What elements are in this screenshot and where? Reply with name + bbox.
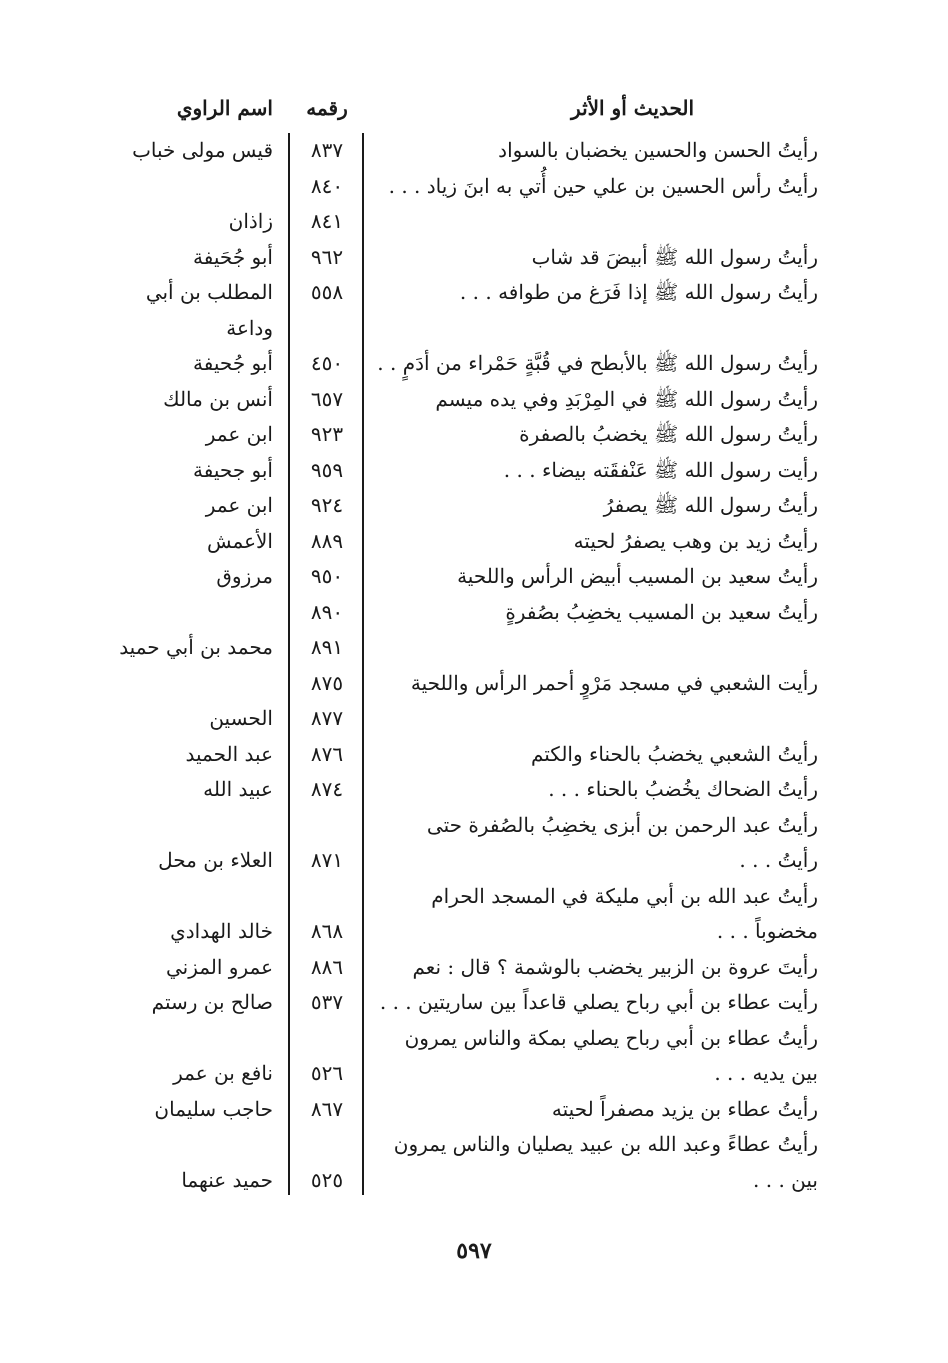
number-cell: ٥٢٥ [310,1167,344,1192]
number-cell: ٤٥٠ [310,351,344,375]
number-cell: ٨٧٥ [310,670,344,695]
narrator-cell: المطلب بن أبي [145,280,273,304]
number-cell: ٨٧١ [310,848,344,872]
number-cell: ٨٧٧ [310,706,344,730]
hadith-cell: رأيتُ رأس الحسين بن علي حين أُتي به ابنَ زياد . . . [388,173,818,198]
hadith-cell: رأيتُ عطاء بن أبي رباح يصلي بمكة والناس يمرون [404,1025,818,1050]
hadith-cell: رأيتُ رسول الله ﷺ أبيضَ قد شاب [531,244,818,269]
narrator-cell: أبو جحيفة [193,457,273,482]
number-cell [301,1127,353,1162]
narrator-cell: عمرو المزني [165,954,273,979]
number-cell: ٨٩٠ [310,599,344,624]
column-divider-right [362,133,364,1195]
number-cell [301,879,353,914]
number-cell: ٨٧٦ [310,741,344,766]
hadith-cell: رأيت عطاء بن أبي رباح يصلي قاعداً بين ساريتين . . . [379,990,818,1014]
number-cell: ٩٢٤ [310,493,344,517]
header-hadith: الحديث أو الأثر [571,96,694,120]
hadith-cell: رأيت رسول الله ﷺ عَنْفقَته بيضاء . . . [503,457,818,482]
hadith-cell: رأيتُ الحسن والحسين يخضبان بالسواد [498,138,818,162]
number-cell: ٩٥٩ [310,457,344,482]
hadith-cell: رأيتُ رسول الله ﷺ إذا فَرَغ من طوافه . . . [459,280,818,304]
number-cell: ٩٥٠ [310,564,344,588]
hadith-cell: رأيتُ سعيد بن المسيب أبيض الرأس واللحية [457,564,818,588]
narrator-cell: حميد عنهما [181,1167,273,1192]
narrator-cell: قيس مولى خباب [132,138,273,162]
narrator-cell: نافع بن عمر [173,1061,273,1085]
narrator-cell: أبو جُحَيفة [193,244,273,269]
narrator-cell: محمد بن أبي حميد [119,635,273,659]
hadith-cell: رأيتُ عبد الله بن أبي مليكة في المسجد الحرام [431,883,818,908]
hadith-cell: رأيتَ عروة بن الزبير يخضب بالوشمة ؟ قال : نعم [412,954,818,979]
number-cell: ٥٥٨ [310,280,344,304]
narrator-cell: صالح بن رستم [151,990,273,1014]
number-cell: ٨٦٨ [310,919,344,943]
hadith-cell: بين . . . [753,1167,818,1192]
number-cell: ٩٦٢ [310,244,344,269]
number-cell: ٦٥٧ [310,386,344,411]
narrator-cell: عبيد الله [203,777,273,801]
number-cell [301,1021,353,1056]
hadith-cell: رأيتُ الشعبي يخضبُ بالحناء والكتم [530,741,818,766]
number-cell: ٨٧٤ [310,777,344,801]
hadith-cell: رأيتُ رسول الله ﷺ في المِرْبَدِ وفي يده ميسم [435,386,818,411]
hadith-cell: رأيتُ رسول الله ﷺ يخضبُ بالصفرة [519,422,818,446]
narrator-cell: ابن عمر [205,493,273,517]
hadith-cell: رأيتُ رسول الله ﷺ بالأبطح في قُبَّةٍ حَمْراء من أدَمٍ . . [377,351,818,375]
narrator-cell: وداعة [226,315,273,340]
narrator-cell: العلاء بن محل [158,848,273,872]
hadith-cell: رأيتُ الضحاك يخُضبُ بالحناء . . . [548,777,818,801]
hadith-cell: رأيتُ عطاءً وعبد الله بن عبيد يصليان والناس يمرون [393,1132,818,1156]
narrator-cell: الحسين [209,706,273,730]
narrator-cell: زاذان [228,209,273,233]
hadith-cell: بين يديه . . . [714,1061,818,1085]
number-cell: ٨٣٧ [310,138,344,162]
number-cell: ٨٨٦ [310,954,344,979]
header-narrator: اسم الراوي [176,96,273,120]
hadith-cell: مخضوباً . . . [716,919,818,943]
narrator-cell: خالد الهدادي [170,919,273,943]
hadith-cell: رأيتُ زيد بن وهب يصفرُ لحيته [573,528,818,553]
hadith-cell: رأيتُ . . . [739,848,818,872]
number-cell: ٨٩١ [310,635,344,659]
narrator-cell: أبو جُحيفة [193,351,273,375]
hadith-cell: رأيتُ سعيد بن المسيب يخضِبُ بصُفرةٍ [505,599,818,624]
narrator-cell: مرزوق [216,564,273,588]
narrator-cell: الأعمش [207,528,273,553]
number-cell [301,311,353,346]
hadith-cell: رأيت الشعبي في مسجد مَرْوٍ أحمر الرأس واللحية [410,670,818,695]
number-cell: ٨٤٠ [310,173,344,198]
narrator-cell: أنس بن مالك [163,386,273,411]
hadith-cell: رأيتُ عبد الرحمن بن أبزى يخضِبُ بالصُفرة حتى [426,812,818,837]
number-cell: ٥٣٧ [310,990,344,1014]
narrator-cell: حاجب سليمان [154,1096,273,1121]
narrator-cell: عبد الحميد [185,741,273,766]
number-cell: ٥٢٦ [310,1061,344,1085]
number-cell: ٨٨٩ [310,528,344,553]
narrator-cell: ابن عمر [205,422,273,446]
number-cell: ٨٦٧ [310,1096,344,1121]
hadith-cell: رأيتُ رسول الله ﷺ يصفرُ [603,493,818,517]
column-divider-left [288,133,290,1195]
number-cell [301,808,353,843]
number-cell: ٨٤١ [310,209,344,233]
number-cell: ٩٢٣ [310,422,344,446]
page-number: ٥٩٧ [456,1238,492,1264]
hadith-cell: رأيتُ عطاء بن يزيد مصفراً لحيته [551,1096,818,1121]
header-number: رقمه [306,96,348,120]
